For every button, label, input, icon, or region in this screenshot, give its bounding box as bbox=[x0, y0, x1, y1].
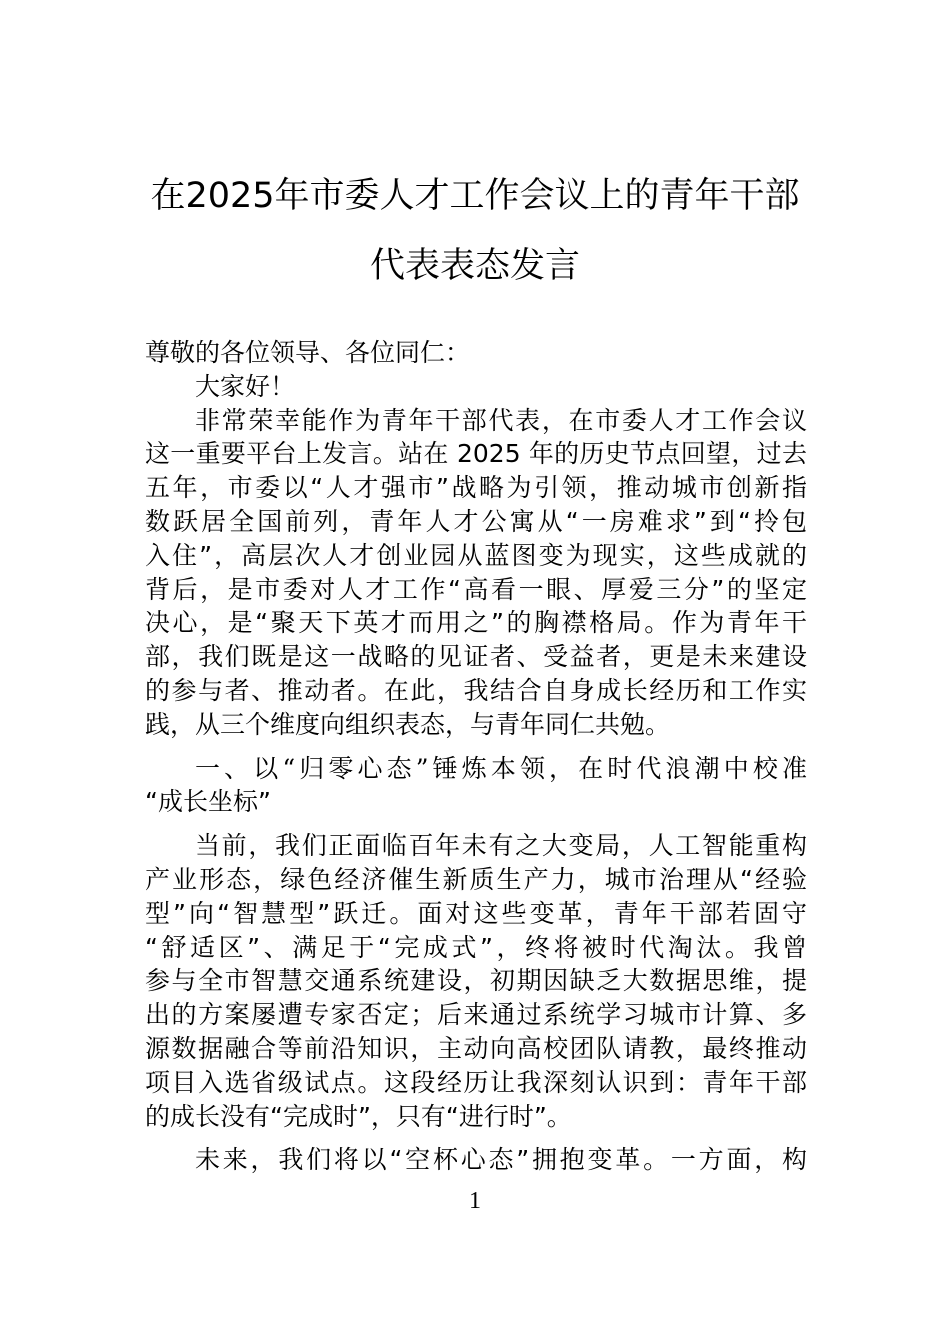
document-title-line-1: 在2025年市委人才工作会议上的青年干部 bbox=[150, 176, 800, 216]
section-heading-line: 一、以“归零心态”锤炼本领，在时代浪潮中校准 bbox=[195, 753, 807, 783]
page-number: 1 bbox=[469, 1188, 481, 1214]
text-line: 当前，我们正面临百年未有之大变局，人工智能重构 bbox=[195, 831, 807, 861]
text-line: 源数据融合等前沿知识，主动向高校团队请教，最终推动 bbox=[145, 1033, 807, 1063]
text-line: 的参与者、推动者。在此，我结合自身成长经历和工作实 bbox=[145, 675, 807, 705]
text-line: 的成长没有“完成时”，只有“进行时”。 bbox=[145, 1101, 572, 1131]
text-line: 数跃居全国前列，青年人才公寓从“一房难求”到“拎包 bbox=[145, 506, 807, 536]
text-line: 产业形态，绿色经济催生新质生产力，城市治理从“经验 bbox=[145, 864, 807, 894]
text-line: 型”向“智慧型”跃迁。面对这些变革，青年干部若固守 bbox=[145, 898, 807, 928]
text-line: 入住”，高层次人才创业园从蓝图变为现实，这些成就的 bbox=[145, 540, 807, 570]
text-line: 尊敬的各位领导、各位同仁： bbox=[145, 338, 471, 367]
text-line: 这一重要平台上发言。站在 2025 年的历史节点回望，过去 bbox=[145, 439, 807, 469]
text-line: 未来，我们将以“空杯心态”拥抱变革。一方面，构 bbox=[195, 1145, 807, 1175]
text-line: 非常荣幸能作为青年干部代表，在市委人才工作会议 bbox=[195, 405, 807, 435]
text-line: 五年，市委以“人才强市”战略为引领，推动城市创新指 bbox=[145, 473, 807, 503]
text-line: 背后，是市委对人才工作“高看一眼、厚爱三分”的坚定 bbox=[145, 574, 807, 604]
document-body bbox=[145, 336, 807, 1177]
text-line: 大家好！ bbox=[195, 371, 296, 401]
text-line: 践，从三个维度向组织表态，与青年同仁共勉。 bbox=[145, 709, 671, 739]
text-line: 参与全市智慧交通系统建设，初期因缺乏大数据思维，提 bbox=[145, 966, 807, 996]
section-heading-line: “成长坐标” bbox=[145, 787, 271, 817]
text-line: 出的方案屡遭专家否定；后来通过系统学习城市计算、多 bbox=[145, 1000, 807, 1030]
text-line: 部，我们既是这一战略的见证者、受益者，更是未来建设 bbox=[145, 642, 807, 672]
document-title-line-2: 代表表态发言 bbox=[369, 246, 580, 286]
text-line: 决心，是“聚天下英才而用之”的胸襟格局。作为青年干 bbox=[145, 608, 807, 638]
text-line: 项目入选省级试点。这段经历让我深刻认识到：青年干部 bbox=[145, 1067, 807, 1097]
text-line: “舒适区”、满足于“完成式”，终将被时代淘汰。我曾 bbox=[145, 932, 807, 962]
